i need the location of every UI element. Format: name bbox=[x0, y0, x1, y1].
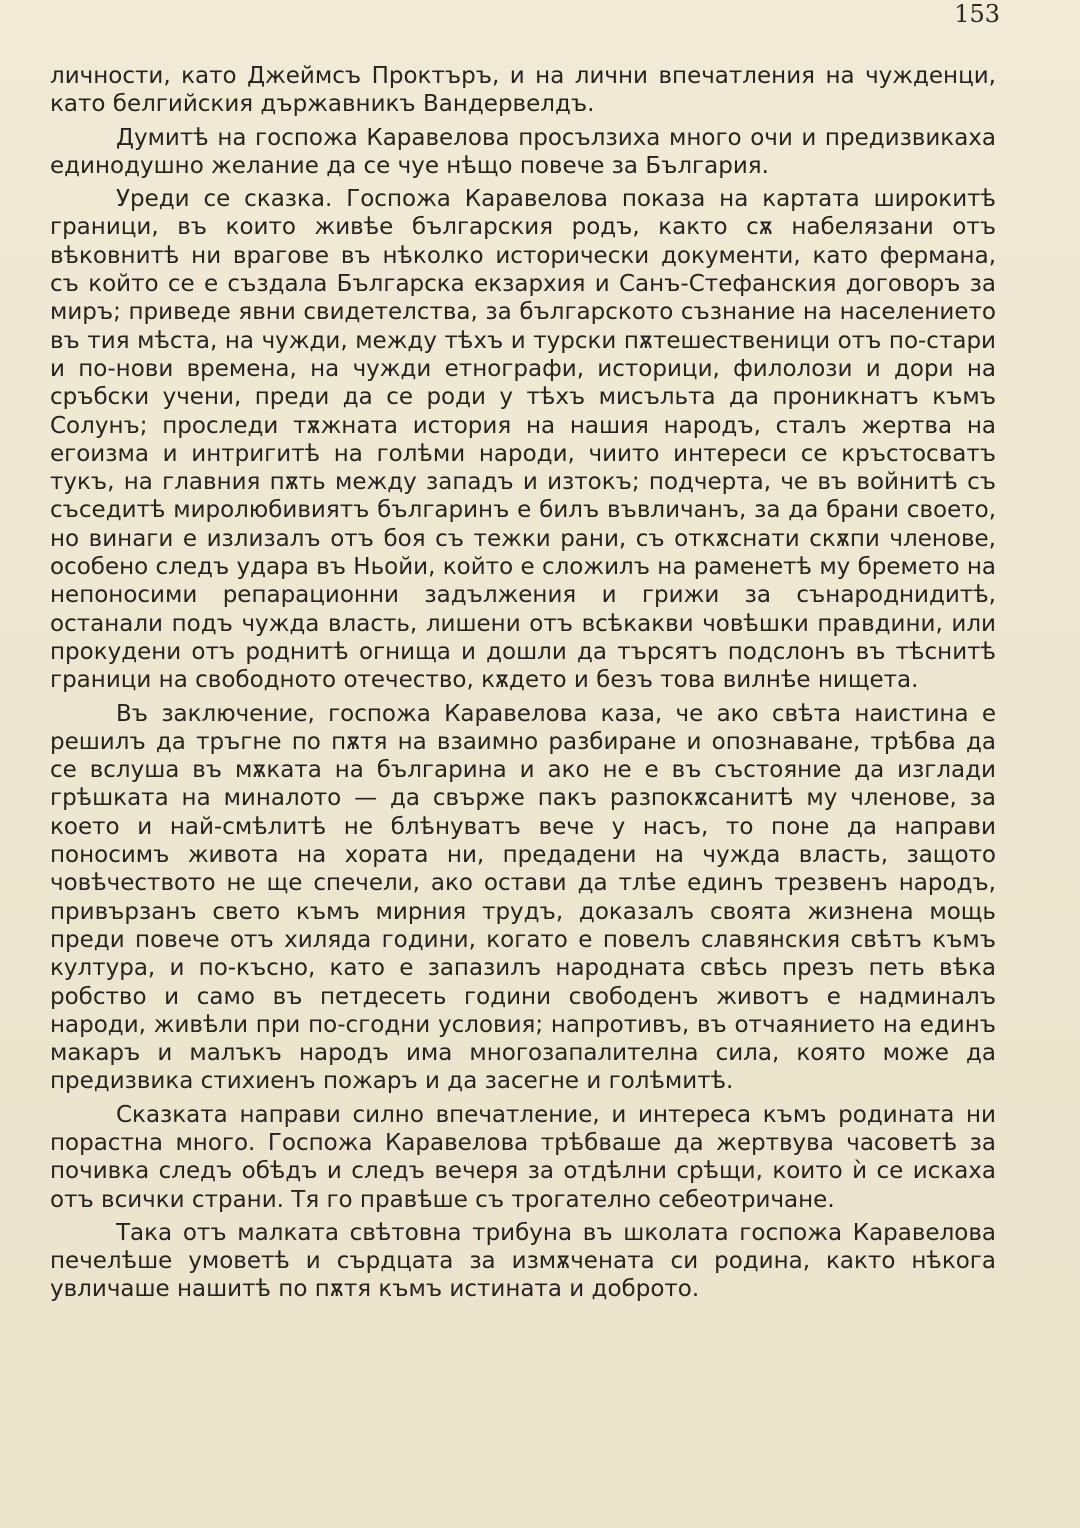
paragraph: Така отъ малката свѣтовна трибуна въ школата госпожа Каравелова печелѣше умоветѣ и сърдцата за измѫчената си родина, както нѣкога увличаше нашитѣ по пѫтя къмъ истината и доброто. bbox=[50, 1219, 996, 1303]
body-text bbox=[50, 62, 996, 1304]
paragraph: Сказката направи силно впечатление, и интереса къмъ родината ни порастна много. Госпожа Каравелова трѣбваше да жертвува часоветѣ за почивка следъ обѣдъ и следъ вечеря за отдѣлни срѣщи, които ѝ се искаха отъ всички страни. Тя го правѣше съ трогателно себеотричане. bbox=[50, 1101, 996, 1213]
paragraph: личности, като Джеймсъ Проктъръ, и на лични впечатления на чужденци, като белгийския държавникъ Вандервелдъ. bbox=[50, 63, 996, 118]
paragraph: Думитѣ на госпожа Каравелова просълзиха много очи и предизвикаха единодушно желание да се чуе нѣщо повече за България. bbox=[50, 124, 996, 179]
paragraph: Въ заключение, госпожа Каравелова каза, че ако свѣта наистина е решилъ да тръгне по пѫтя на взаимно разбиране и опознаване, трѣбва да се вслуша въ мѫката на българина и ако не е въ състояние да изглади грѣшката на миналото — да свърже пакъ разпокѫсанитѣ му членове, за което и най-смѣлитѣ не блѣнуватъ вече у насъ, то поне да направи поносимъ живота на хората ни, предадени на чужда власть, защото човѣчеството не ще спечели, ако остави да тлѣе единъ трезвенъ народъ, привързанъ свето къмъ мирния трудъ, доказалъ своята жизнена мощь преди повече отъ хиляда години, когато е повелъ славянския свѣтъ къмъ култура, и по-късно, като е запазилъ народната свѣсь презъ петь вѣка робство и само въ петдесеть години свободенъ животъ е надминалъ народи, живѣли при по-сгодни условия; напротивъ, въ отчаянието на единъ макаръ и малъкъ народъ има многозапалителна сила, която може да предизвика стихиенъ пожаръ и да засегне и голѣмитѣ. bbox=[50, 700, 996, 1095]
page-number: 153 bbox=[954, 0, 1000, 28]
paragraph: Уреди се сказка. Госпожа Каравелова показа на картата широкитѣ граници, въ които живѣе българския родъ, както сѫ набелязани отъ вѣковнитѣ ни врагове въ нѣколко исторически документи, като фермана, съ който се е създала Българска екзархия и Санъ-Стефанския договоръ за миръ; приведе явни свидетелства, за българското съзнание на населението въ тия мѣста, на чужди, между тѣхъ и турски пѫтешественици отъ по-стари и по-нови времена, на чужди етнографи, историци, филолози и дори на сръбски учени, преди да се роди у тѣхъ мисъльта да проникнатъ къмъ Солунъ; проследи тѫжната история на нашия народъ, сталъ жертва на егоизма и интригитѣ на голѣми народи, чиито интереси се кръстосватъ тукъ, на главния пѫть между западъ и изтокъ; подчерта, че въ войнитѣ съ съседитѣ миролюбивиятъ българинъ е билъ въвличанъ, за да брани своето, но винаги е излизалъ отъ боя съ тежки рани, съ откѫснати скѫпи членове, особено следъ удара въ Ньойи, който е сложилъ на раменетѣ му бремето на непоносими репарационни задължения и грижи за сънароднидитѣ, останали подъ чужда власть, лишени отъ всѣкакви човѣшки правдини, или прокудени отъ роднитѣ огнища и дошли да търсятъ подслонъ въ тѣснитѣ граници на свободното отечество, кѫдето и безъ това вилнѣе нищета. bbox=[50, 186, 996, 694]
